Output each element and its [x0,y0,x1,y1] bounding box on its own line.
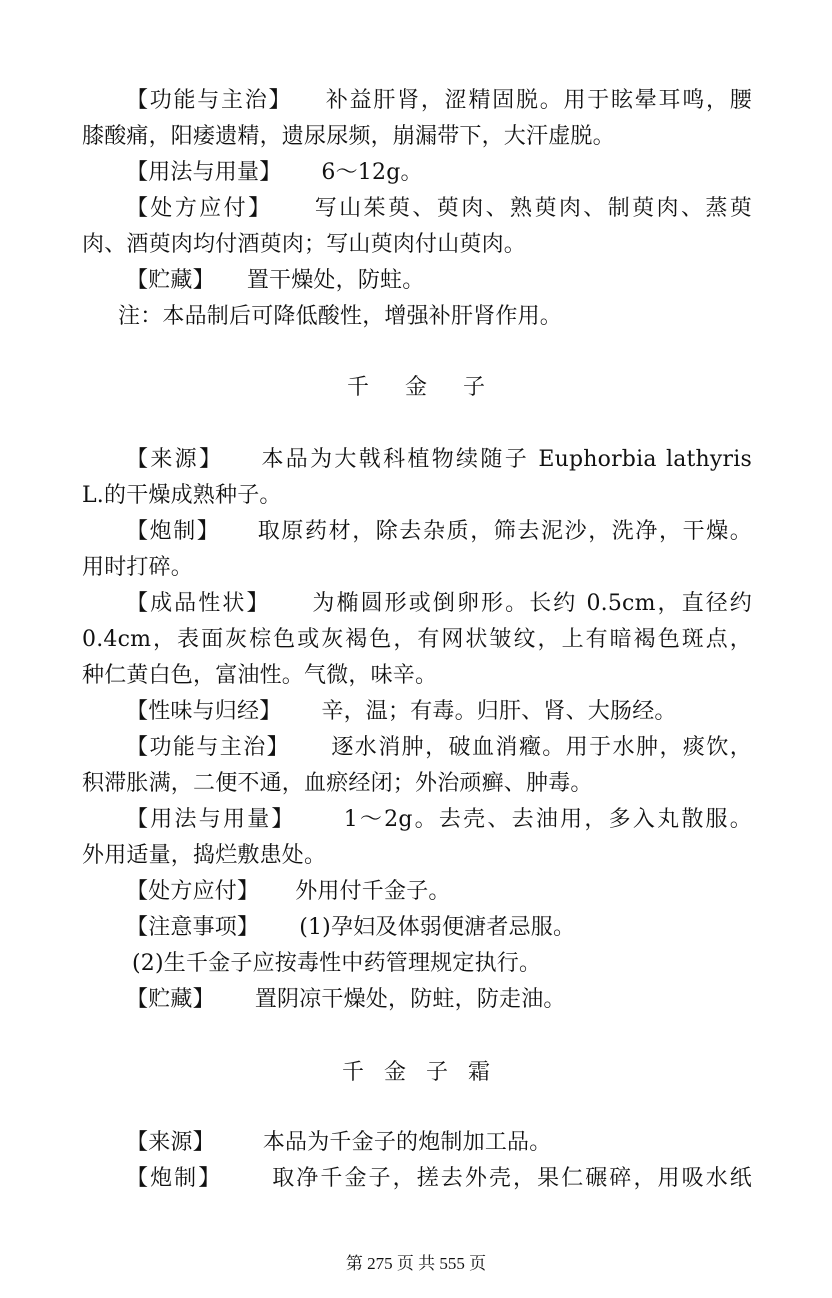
body-text: 置干燥处，防蛀。 [246,268,425,293]
section-tag: 【性味与归经】 [126,699,282,724]
text-line [126,263,752,299]
heading-char: 金 [383,1060,406,1085]
text-line: L.的干燥成熟种子。 [82,483,282,508]
heading-char: 千 [346,375,369,400]
text-line: (2)生千金子应按毒性中药管理规定执行。 [132,951,542,976]
text-line [126,694,752,730]
body-text: 1～2g。去壳、去油用，多入丸散服。 [343,807,752,832]
section-tag: 【注意事项】 [126,915,260,940]
page-footer: 第 275 页 共 555 页 [345,1254,487,1273]
text-line [126,191,752,227]
section-tag: 【功能与主治】 [126,88,293,113]
text-line [126,514,752,550]
note-line: 注：本品制后可降低酸性，增强补肝肾作用。 [118,304,563,329]
heading-char: 金 [404,375,427,400]
text-line: 外用适量，捣烂敷患处。 [82,843,327,868]
body-text: 为椭圆形或倒卵形。长约 0.5cm，直径约 [310,591,752,616]
body-text: 6～12g。 [321,160,423,185]
body-text: (1)孕妇及体弱便溏者忌服。 [299,915,576,940]
heading-char: 子 [463,375,486,400]
heading-qianjinzi [0,370,832,406]
text-line [126,874,752,910]
body-text: 取原药材，除去杂质，筛去泥沙，洗净，干燥。 [256,519,752,544]
body-text: 补益肝肾，涩精固脱。用于眩晕耳鸣，腰 [324,88,752,113]
text-line [126,1161,752,1197]
section-tag: 【功能与主治】 [126,735,291,760]
text-line: 种仁黄白色，富油性。气微，味辛。 [82,663,438,688]
text-line [126,1125,752,1161]
heading-char: 子 [426,1060,449,1085]
text-line: 用时打碎。 [82,555,194,580]
text-line [126,802,752,838]
text-line [126,83,752,119]
section-tag: 【炮制】 [126,519,221,544]
section-tag: 【处方应付】 [126,196,273,221]
body-text: 置阴凉干燥处，防蛀，防走油。 [254,987,566,1012]
text-line: 0.4cm，表面灰棕色或灰褐色，有网状皱纹，上有暗褐色斑点， [82,627,752,652]
section-tag: 【用法与用量】 [126,807,296,832]
section-tag: 【贮藏】 [126,987,215,1012]
text-line [126,586,752,622]
section-tag: 【成品性状】 [126,591,271,616]
text-line [126,155,752,191]
text-line [126,982,752,1018]
body-text: 逐水消肿，破血消癥。用于水肿，痰饮， [330,735,752,760]
text-line [126,910,752,946]
section-tag: 【来源】 [126,1130,215,1155]
text-line: 肉、酒萸肉均付酒萸肉；写山萸肉付山萸肉。 [82,232,527,257]
section-tag: 【来源】 [126,447,224,472]
section-tag: 【炮制】 [126,1166,223,1191]
text-line: 膝酸痛，阳痿遗精，遗尿尿频，崩漏带下，大汗虚脱。 [82,124,615,149]
body-text: 外用付千金子。 [295,879,451,904]
body-text: 本品为大戟科植物续随子 Euphorbia lathyris [259,447,752,472]
text-line [126,730,752,766]
heading-char: 千 [341,1060,364,1085]
body-text: 写山茱萸、萸肉、熟萸肉、制萸肉、蒸萸 [312,196,752,221]
body-text: 取净千金子，搓去外壳，果仁碾碎，用吸水纸 [270,1166,752,1191]
text-line: 积滞胀满，二便不通，血瘀经闭；外治顽癣、肿毒。 [82,771,593,796]
heading-qianjinzishuang [0,1055,832,1091]
section-tag: 【贮藏】 [126,268,215,293]
body-text: 辛，温；有毒。归肝、肾、大肠经。 [321,699,677,724]
text-line [126,442,752,478]
body-text: 本品为千金子的炮制加工品。 [262,1130,552,1155]
section-tag: 【处方应付】 [126,879,260,904]
section-tag: 【用法与用量】 [126,160,282,185]
heading-char: 霜 [468,1060,491,1085]
